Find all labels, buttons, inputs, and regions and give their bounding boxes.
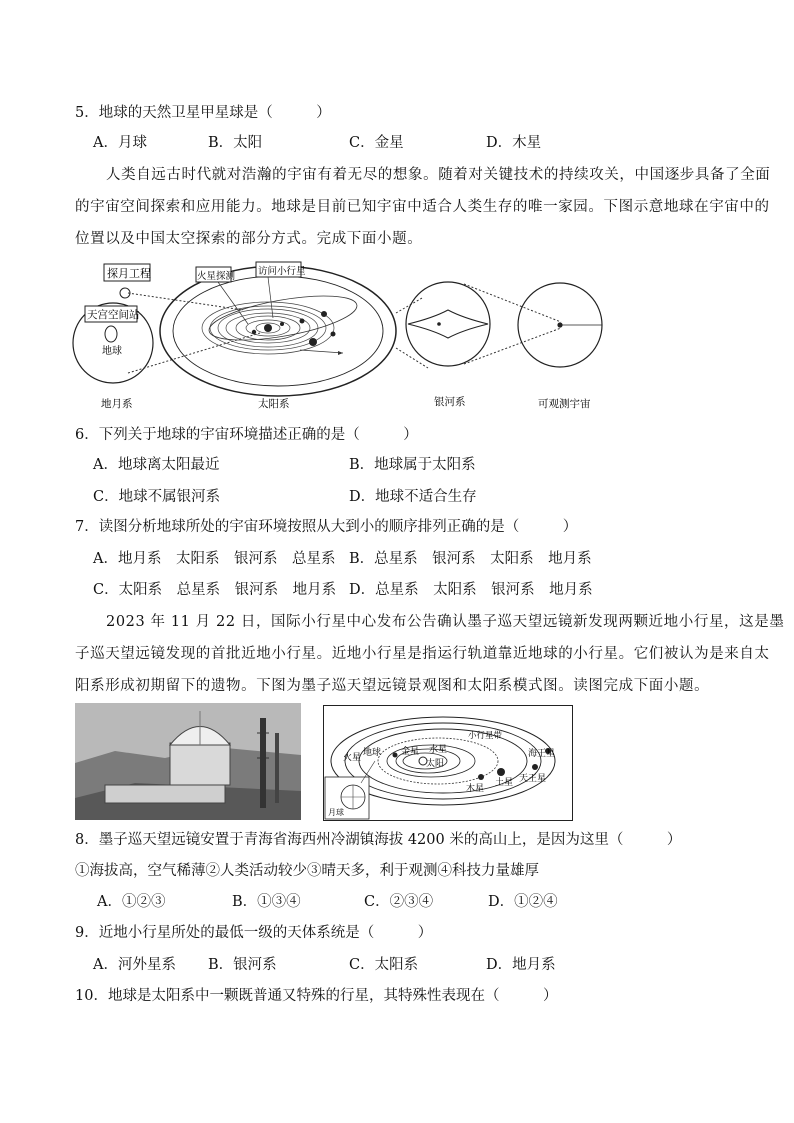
- asteroid-visit-label: 访问小行星: [258, 266, 306, 277]
- q9-option-a: A．河外星系: [93, 957, 176, 973]
- question-9-stem: 9．近地小行星所处的最低一级的天体系统是（ ）: [75, 925, 433, 941]
- chang-e-label: 探月工程: [107, 267, 151, 280]
- earth-label: 地球: [102, 346, 122, 357]
- saturn-label: 土星: [495, 778, 514, 788]
- q8-option-d: D．①②④: [488, 894, 558, 910]
- q9-option-d: D．地月系: [486, 957, 556, 973]
- milky-way-circle: [406, 282, 490, 366]
- q6-option-b: B．地球属于太阳系: [349, 457, 476, 473]
- sun-icon: [264, 324, 272, 332]
- uranus-label: 天王星: [519, 774, 547, 784]
- q9-option-c: C．太阳系: [349, 957, 419, 973]
- question-8-stem: 8．墨子巡天望远镜安置于青海省海西州冷湖镇海拔 4200 米的高山上，是因为这里（ ）: [75, 832, 682, 848]
- q5-option-a: A．月球: [93, 135, 147, 151]
- mercury-label: 水星: [429, 745, 448, 755]
- mars-probe-label: 火星探测: [197, 271, 236, 282]
- universe-figure: [68, 258, 608, 413]
- q9-option-b: B．银河系: [208, 957, 277, 973]
- telescope-illustration: [75, 703, 301, 820]
- jupiter-label: 木星: [466, 784, 485, 794]
- passage-2-line-1: 2023 年 11 月 22 日，国际小行星中心发布公告确认墨子巡天望远镜新发现两颗近地小行星，这是墨: [106, 614, 785, 630]
- q7-option-c: C．太阳系 总星系 银河系 地月系: [93, 582, 337, 598]
- q5-option-b: B．太阳: [208, 135, 263, 151]
- caption-observable-universe: 可观测宇宙: [538, 398, 591, 410]
- question-6-stem: 6．下列关于地球的宇宙环境描述正确的是（ ）: [75, 427, 418, 443]
- moon-label: 月球: [328, 808, 344, 817]
- passage-1-line-2: 的宇宙空间探索和应用能力。地球是目前已知宇宙中适合人类生存的唯一家园。下图示意地球在宇宙中的: [75, 199, 770, 215]
- telescope-photo: [75, 703, 301, 820]
- galaxy-disk: [408, 310, 488, 338]
- q5-option-c: C．金星: [349, 135, 404, 151]
- passage-2-line-2: 子巡天望远镜发现的首批近地小行星。近地小行星是指运行轨道靠近地球的小行星。它们被认为是来自太: [75, 646, 770, 662]
- passage-1-line-3: 位置以及中国太空探索的部分方式。完成下面小题。: [75, 231, 423, 247]
- earth-label: 地球: [363, 748, 382, 758]
- q8-option-c: C．②③④: [364, 894, 434, 910]
- q7-option-d: D．总星系 太阳系 银河系 地月系: [349, 582, 593, 598]
- caption-earth-moon: 地月系: [101, 398, 133, 410]
- question-7-stem: 7．读图分析地球所处的宇宙环境按照从大到小的顺序排列正确的是（ ）: [75, 519, 578, 535]
- q8-option-b: B．①③④: [232, 894, 301, 910]
- q8-option-a: A．①②③: [97, 894, 166, 910]
- passage-2-line-3: 阳系形成初期留下的遗物。下图为墨子巡天望远镜景观图和太阳系模式图。读图完成下面小题。: [75, 678, 710, 694]
- q7-option-a: A．地月系 太阳系 银河系 总星系: [93, 551, 336, 567]
- q5-option-d: D．木星: [486, 135, 542, 151]
- venus-label: 金星: [401, 747, 420, 757]
- q6-option-c: C．地球不属银河系: [93, 489, 221, 505]
- solar-system-diagram: [323, 705, 573, 821]
- caption-solar-system: 太阳系: [258, 398, 290, 410]
- question-5-stem: 5．地球的天然卫星甲星球是（ ）: [75, 105, 331, 121]
- earth-icon: [105, 326, 117, 342]
- caption-milky-way: 银河系: [434, 396, 466, 408]
- mars-label: 火星: [343, 753, 362, 763]
- question-10-stem: 10．地球是太阳系中一颗既普通又特殊的行星，其特殊性表现在（ ）: [75, 988, 558, 1004]
- q6-option-d: D．地球不适合生存: [349, 489, 477, 505]
- asteroid-belt-label: 小行星带: [468, 731, 503, 741]
- q8-statements: ①海拔高，空气稀薄②人类活动较少③晴天多，利于观测④科技力量雄厚: [75, 863, 539, 879]
- passage-1-line-1: 人类自远古时代就对浩瀚的宇宙有着无尽的想象。随着对关键技术的持续攻关，中国逐步具备了全面: [106, 167, 771, 183]
- neptune-label: 海王星: [528, 749, 556, 759]
- tiangong-label: 天宫空间站: [87, 309, 140, 321]
- sun-label: 太阳: [426, 759, 445, 769]
- q7-option-b: B．总星系 银河系 太阳系 地月系: [349, 551, 592, 567]
- q6-option-a: A．地球离太阳最近: [93, 457, 220, 473]
